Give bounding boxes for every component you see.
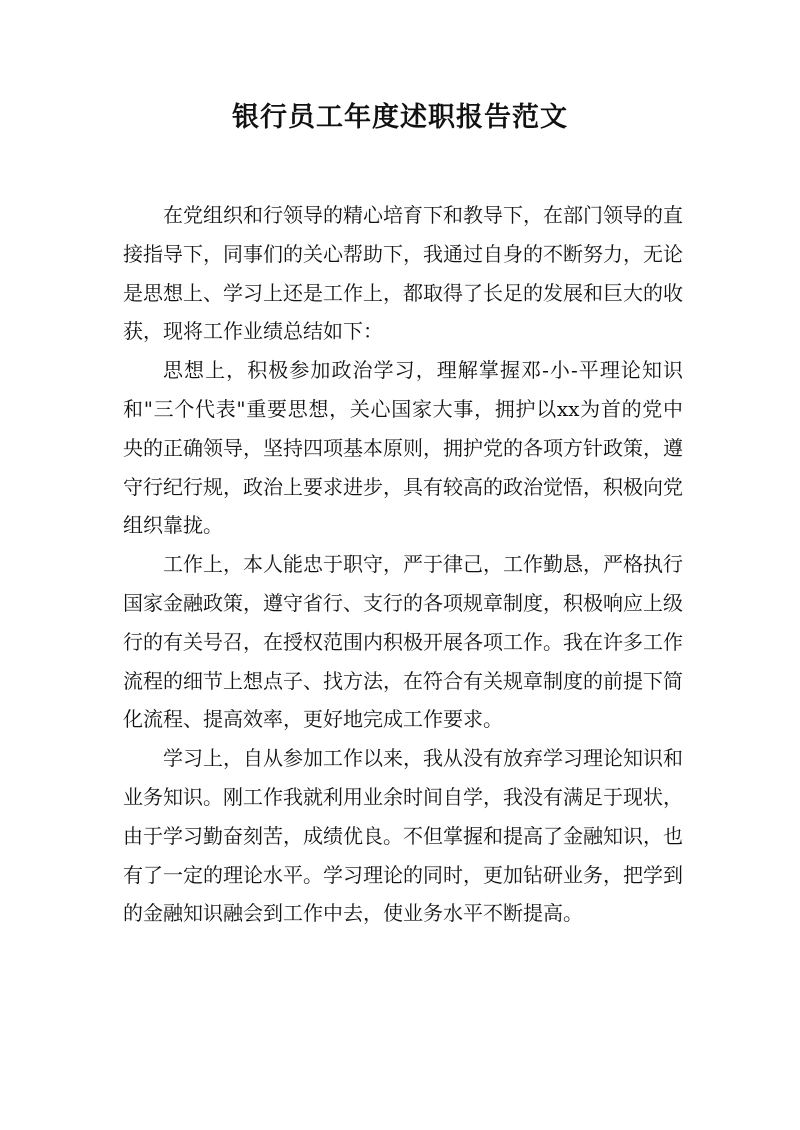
document-body	[123, 196, 683, 933]
paragraph-work: 工作上，本人能忠于职守，严于律己，工作勤恳，严格执行国家金融政策，遵守省行、支行的各项规章制度，积极响应上级行的有关号召，在授权范围内积极开展各项工作。我在许多工作流程的细节上想点子、找方法，在符合有关规章制度的前提下简化流程、提高效率，更好地完成工作要求。	[123, 552, 683, 732]
document-title: 银行员工年度述职报告范文	[232, 102, 568, 133]
paragraph-ideology: 思想上，积极参加政治学习，理解掌握邓-小-平理论知识和"三个代表"重要思想，关心国家大事，拥护以xx为首的党中央的正确领导，坚持四项基本原则，拥护党的各项方针政策，遵守行纪行规，政治上要求进步，具有较高的政治觉悟，积极向党组织靠拢。	[123, 358, 683, 538]
paragraph-study: 学习上，自从参加工作以来，我从没有放弃学习理论知识和业务知识。刚工作我就利用业余时间自学，我没有满足于现状，由于学习勤奋刻苦，成绩优良。不但掌握和提高了金融知识，也有了一定的理论水平。学习理论的同时，更加钻研业务，把学到的金融知识融会到工作中去，使业务水平不断提高。	[123, 746, 683, 926]
paragraph-intro: 在党组织和行领导的精心培育下和教导下，在部门领导的直接指导下，同事们的关心帮助下，我通过自身的不断努力，无论是思想上、学习上还是工作上，都取得了长足的发展和巨大的收获，现将工作业绩总结如下：	[123, 203, 683, 344]
